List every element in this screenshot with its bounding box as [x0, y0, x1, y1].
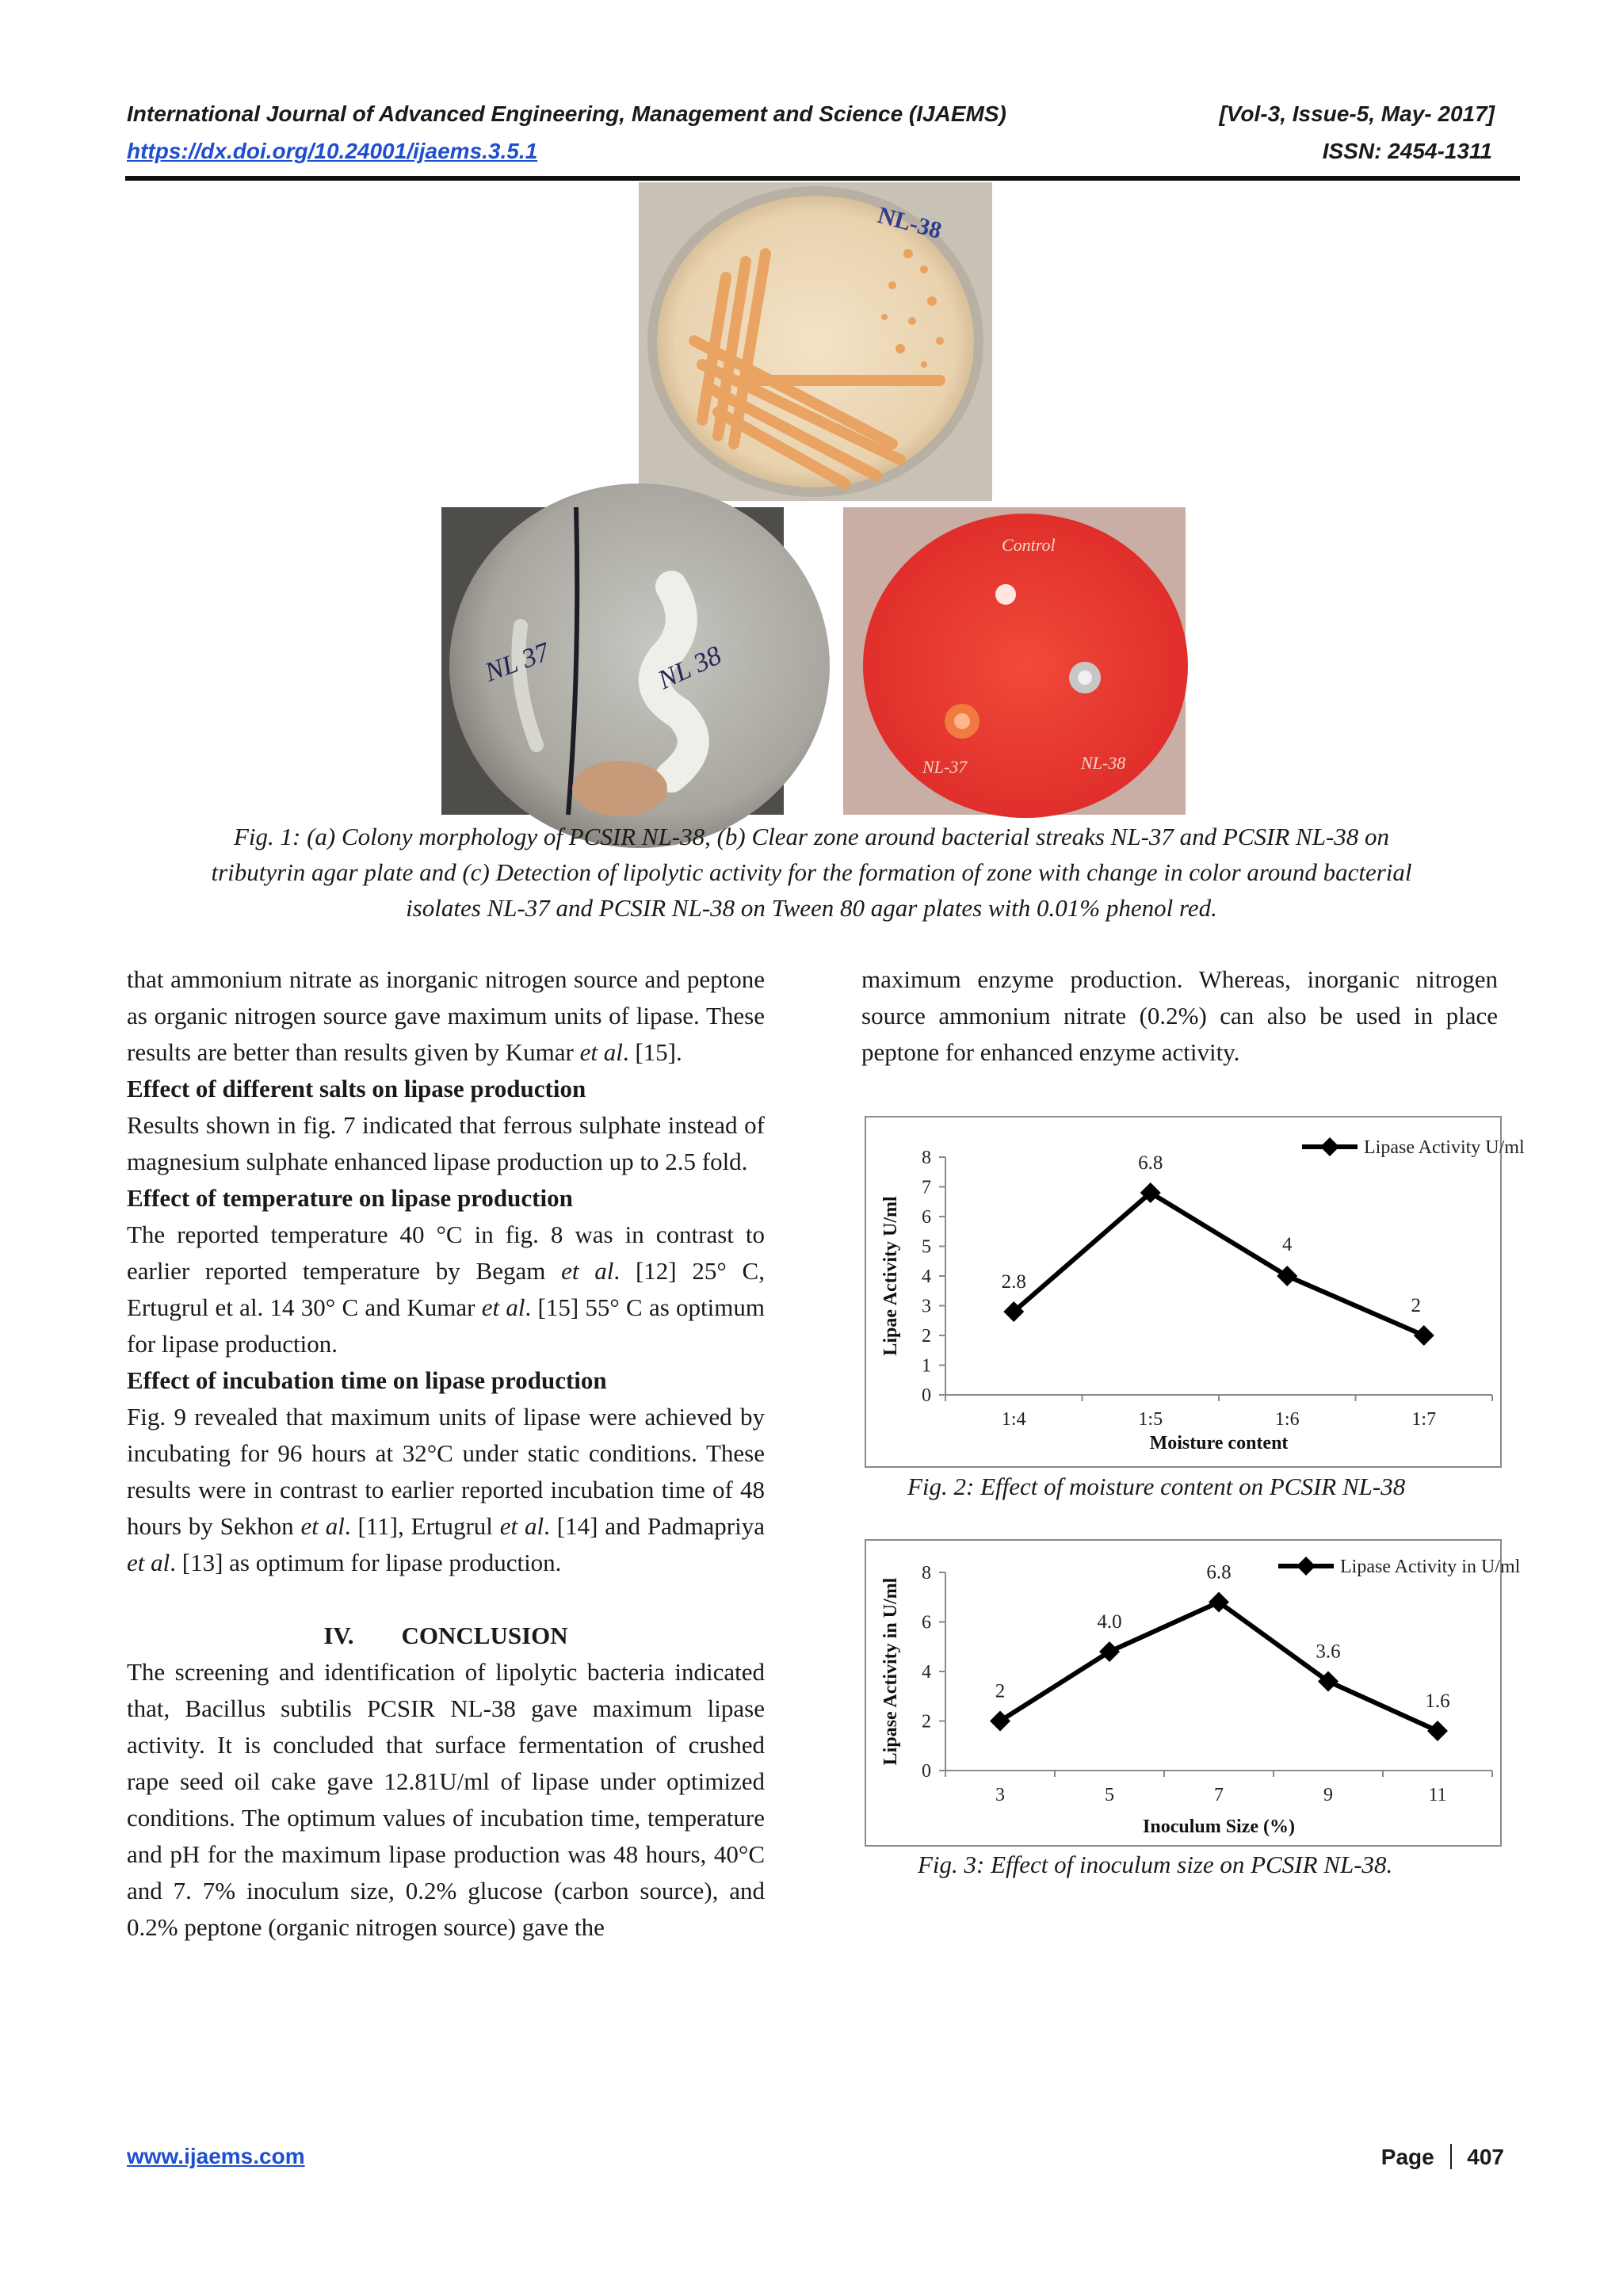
legend-marker [1320, 1137, 1339, 1156]
data-label: 2.8 [1001, 1271, 1026, 1293]
x-tick-label: 5 [1105, 1785, 1114, 1805]
heading-temperature: Effect of temperature on lipase production [127, 1184, 573, 1212]
doi-link[interactable]: https://dx.doi.org/10.24001/ijaems.3.5.1 [127, 139, 538, 163]
y-axis-title: Lipae Activity U/ml [880, 1196, 901, 1356]
legend-marker [1296, 1557, 1316, 1576]
figure1c-photo [843, 507, 1186, 815]
x-tick-label: 7 [1214, 1785, 1224, 1805]
y-tick-label: 4 [922, 1266, 931, 1287]
chart-inoculum-svg [866, 1541, 1521, 1845]
text-run: . [13] as optimum for lipase production. [170, 1549, 562, 1576]
x-tick-label: 1:5 [1138, 1409, 1163, 1430]
text-run: . [15]. [622, 1038, 682, 1066]
chart-inoculum [865, 1539, 1521, 1847]
data-label: 4 [1282, 1234, 1293, 1255]
chart-moisture-svg [866, 1117, 1525, 1466]
data-label: 3.6 [1316, 1641, 1341, 1663]
plate-b-label-right: NL 38 [653, 640, 727, 696]
text-etal: et al [579, 1038, 623, 1066]
plate-c-label-left: NL-37 [922, 757, 968, 777]
y-tick-label: 7 [922, 1177, 931, 1198]
volume-issue: [Vol-3, Issue-5, May- 2017] [1219, 101, 1495, 126]
y-tick-label: 2 [922, 1711, 931, 1733]
paragraph-temperature [127, 1217, 765, 1362]
chart-inoculum-caption: Fig. 3: Effect of inoculum size on PCSIR NL-38. [918, 1851, 1393, 1878]
paragraph-conclusion: The screening and identification of lipolytic bacteria indicated that, Bacillus subtilis PCSIR NL-38 gave maximum lipase activity. It is concluded that surface fermentation of crushed rape seed oil cake gave 12.81U/ml of lipase under optimized conditions. The optimum values of incubation time, temperature and pH for the maximum lipase production was 48 hours, 40°C and 7. 7% inoculum size, 0.2% glucose (carbon source), and 0.2% peptone (organic nitrogen source) gave the [127, 1658, 765, 1941]
heading-incubation: Effect of incubation time on lipase production [127, 1366, 607, 1394]
section-number: IV. [323, 1622, 354, 1649]
chart-moisture-axes [880, 1157, 1492, 1454]
paragraph-incubation [127, 1399, 765, 1581]
page-num: 407 [1467, 2145, 1504, 2169]
y-tick-label: 6 [922, 1207, 931, 1228]
left-column [127, 961, 765, 1946]
chart-moisture [865, 1116, 1525, 1468]
y-tick-label: 2 [922, 1326, 931, 1347]
data-point [1414, 1325, 1434, 1346]
data-point [1427, 1721, 1448, 1741]
paragraph-enzyme: maximum enzyme production. Whereas, inorganic nitrogen source ammonium nitrate (0.2%) can also be used in place peptone for enhanced enzyme activity. [861, 965, 1498, 1066]
page-number [1381, 2144, 1504, 2170]
data-label: 6.8 [1206, 1561, 1232, 1584]
header-rule [125, 176, 1520, 181]
data-label: 1.6 [1425, 1690, 1450, 1712]
y-axis-title: Lipase Activity in U/ml [880, 1577, 901, 1766]
heading-salts: Effect of different salts on lipase production [127, 1075, 586, 1102]
data-label: 2 [1411, 1295, 1421, 1316]
y-tick-label: 0 [922, 1761, 931, 1782]
y-tick-label: 5 [922, 1236, 931, 1258]
x-axis-title: Moisture content [1149, 1433, 1289, 1454]
legend-label: Lipase Activity in U/ml [1340, 1557, 1521, 1577]
page-divider [1450, 2144, 1452, 2169]
data-point [1277, 1266, 1297, 1286]
figure1-caption-line1: Fig. 1: (a) Colony morphology of PCSIR NL-38, (b) Clear zone around bacterial streaks NL-37 and PCSIR NL-38 on [233, 823, 1390, 850]
y-tick-label: 3 [922, 1296, 931, 1317]
y-tick-label: 1 [922, 1355, 931, 1377]
text-run: Fig. 9 revealed that maximum units of lipase were achieved by incubating for 96 hours at 32°C under static conditions. These results were in contrast to earlier reported incubation time of 48 hours by Sekhon [127, 1403, 765, 1540]
issn: ISSN: 2454-1311 [1322, 139, 1492, 163]
section-heading-conclusion [127, 1618, 765, 1654]
data-label: 4.0 [1097, 1611, 1122, 1633]
x-tick-label: 1:4 [1001, 1409, 1026, 1430]
text-run: . [14] and Padmapriya [544, 1512, 765, 1540]
y-tick-label: 4 [922, 1662, 931, 1683]
legend-label: Lipase Activity U/ml [1364, 1137, 1525, 1158]
plate-a-label: NL-38 [875, 201, 945, 244]
paragraph-nitrogen [127, 961, 765, 1071]
text-etal: et al [127, 1549, 170, 1576]
spacer [127, 1581, 765, 1618]
figure1b-photo [441, 507, 784, 815]
chart-moisture-caption: Fig. 2: Effect of moisture content on PCSIR NL-38 [907, 1473, 1406, 1500]
text-run: . [12] 25° C, Ertugrul et al. 14 30° C and Kumar [127, 1257, 765, 1321]
x-axis-title: Inoculum Size (%) [1143, 1817, 1295, 1837]
series-line [1014, 1193, 1424, 1335]
text-etal: et al [481, 1293, 525, 1321]
x-tick-label: 3 [995, 1785, 1005, 1805]
plate-b-label-left: NL 37 [481, 637, 554, 688]
y-tick-label: 8 [922, 1563, 931, 1584]
journal-title: International Journal of Advanced Engineering, Management and Science (IJAEMS) [127, 101, 1006, 126]
y-tick-label: 0 [922, 1385, 931, 1406]
y-tick-label: 6 [922, 1612, 931, 1633]
text-run: The reported temperature 40 °C in fig. 8 was in contrast to earlier reported temperature by Begam [127, 1221, 765, 1285]
figure1a-photo [639, 182, 992, 501]
section-title: CONCLUSION [401, 1622, 568, 1649]
data-label: 6.8 [1138, 1152, 1163, 1174]
x-tick-label: 1:6 [1274, 1409, 1300, 1430]
plate-c-label-top: Control [1002, 535, 1056, 555]
text-etal: et al [499, 1512, 544, 1540]
figure1-caption [127, 819, 1496, 926]
page-label: Page [1381, 2145, 1434, 2169]
series-line [1000, 1603, 1438, 1732]
plate-c-label-right: NL-38 [1081, 753, 1126, 773]
figure1-caption-line3: isolates NL-37 and PCSIR NL-38 on Tween 80 agar plates with 0.01% phenol red. [406, 894, 1217, 922]
text-run: that ammonium nitrate as inorganic nitrogen source and peptone as organic nitrogen source gave maximum units of lipase. These results are better than results given by Kumar [127, 965, 765, 1066]
paragraph-salts: Results shown in fig. 7 indicated that ferrous sulphate instead of magnesium sulphate enhanced lipase production up to 2.5 fold. [127, 1111, 765, 1175]
text-etal: et al [300, 1512, 345, 1540]
y-tick-label: 8 [922, 1148, 931, 1168]
x-tick-label: 11 [1428, 1785, 1447, 1805]
text-etal: et al [561, 1257, 614, 1285]
data-label: 2 [995, 1680, 1006, 1702]
figure1-caption-line2: tributyrin agar plate and (c) Detection of lipolytic activity for the formation of zone with change in color around bacterial [211, 858, 1412, 886]
x-tick-label: 9 [1323, 1785, 1333, 1805]
x-tick-label: 1:7 [1411, 1409, 1437, 1430]
website-link[interactable]: www.ijaems.com [127, 2144, 305, 2168]
text-run: . [11], Ertugrul [344, 1512, 500, 1540]
text-run: . [15] 55° C as optimum for lipase production. [127, 1293, 766, 1358]
chart-inoculum-axes [880, 1572, 1492, 1837]
right-column [861, 961, 1498, 1071]
